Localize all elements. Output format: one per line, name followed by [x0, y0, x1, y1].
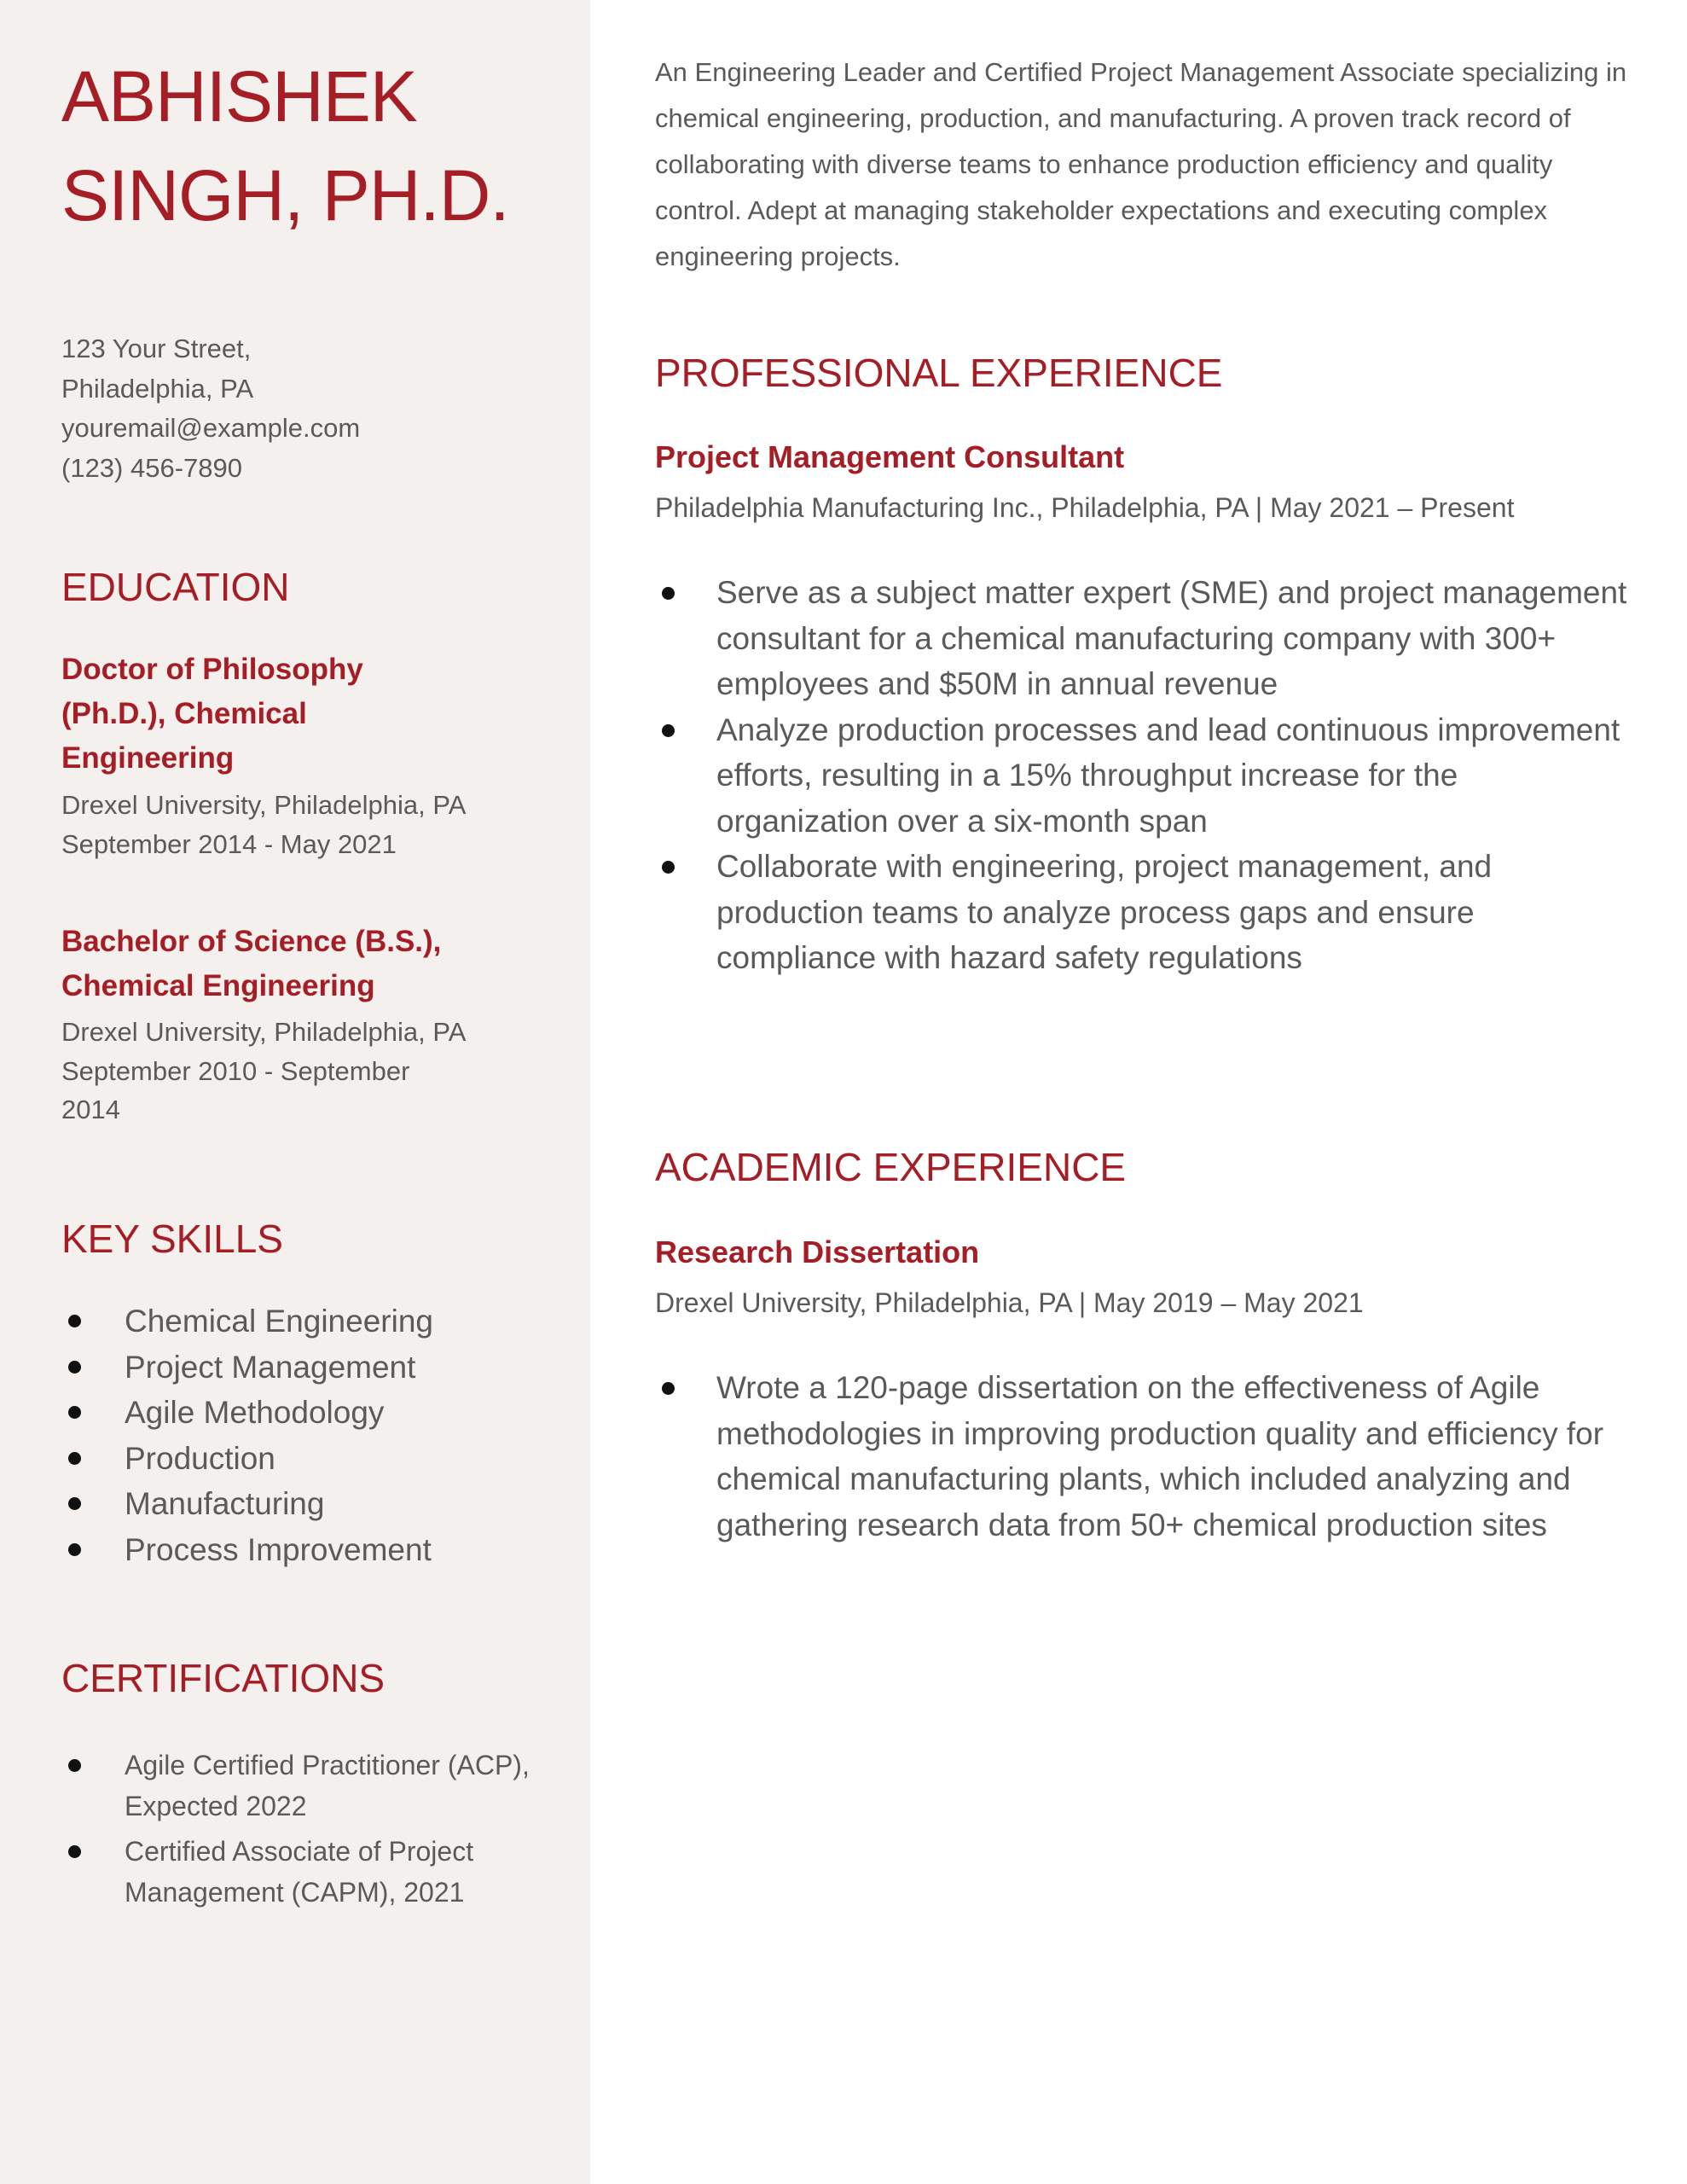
list-item: Production	[61, 1436, 433, 1482]
research-title: Research Dissertation	[655, 1234, 980, 1269]
school: Drexel University, Philadelphia, PA	[61, 790, 467, 820]
phone: (123) 456-7890	[61, 452, 242, 483]
list-item: Project Management	[61, 1345, 433, 1391]
list-item: Manufacturing	[61, 1481, 433, 1527]
dates: September 2010 - September 2014	[61, 1055, 410, 1124]
list-item: Chemical Engineering	[61, 1298, 433, 1345]
education-heading: EDUCATION	[61, 565, 290, 609]
dates: September 2014 - May 2021	[61, 828, 397, 859]
email: youremail@example.com	[61, 413, 361, 443]
research-meta: Drexel University, Philadelphia, PA | May 2019 – May 2021	[655, 1287, 1364, 1318]
city: Philadelphia, PA	[61, 373, 254, 404]
list-item: Collaborate with engineering, project management, and production teams to analyze process gaps and ensure compliance with hazard safety regulations	[655, 844, 1627, 981]
list-item: Agile Certified Practitioner (ACP), Expected 2022	[61, 1745, 539, 1827]
skills-list	[61, 1298, 433, 1573]
certifications-heading: CERTIFICATIONS	[61, 1656, 386, 1700]
certifications-list	[61, 1745, 539, 1918]
school: Drexel University, Philadelphia, PA	[61, 1017, 467, 1047]
list-item: Agile Methodology	[61, 1390, 433, 1436]
job-bullets	[655, 570, 1627, 981]
skills-heading: KEY SKILLS	[61, 1217, 283, 1261]
list-item: Serve as a subject matter expert (SME) and project management consultant for a chemical manufacturing company with 300+ employees and $50M in annual revenue	[655, 570, 1627, 707]
education-item	[61, 648, 539, 863]
education-item	[61, 920, 539, 1130]
street: 123 Your Street,	[61, 334, 252, 363]
degree-title: Bachelor of Science (B.S.), Chemical Engineering	[61, 925, 442, 1002]
degree-title: Doctor of Philosophy (Ph.D.), Chemical Engineering	[61, 653, 363, 775]
professional-heading: PROFESSIONAL EXPERIENCE	[655, 351, 1223, 395]
name-line-1: ABHISHEK	[61, 56, 417, 136]
job-title: Project Management Consultant	[655, 439, 1125, 474]
research-bullets	[655, 1365, 1627, 1548]
name-line-2: SINGH, PH.D.	[61, 155, 509, 235]
summary: An Engineering Leader and Certified Project Management Associate specializing in chemical engineering, production, and manufacturing. A proven track record of collaborating with diverse teams to enhance production efficiency and quality control. Adept at managing stakeholder expectations and executing complex engineering projects.	[655, 57, 1627, 271]
academic-heading: ACADEMIC EXPERIENCE	[655, 1145, 1127, 1189]
job-meta: Philadelphia Manufacturing Inc., Philadelphia, PA | May 2021 – Present	[655, 492, 1515, 523]
list-item: Certified Associate of Project Management (CAPM), 2021	[61, 1832, 539, 1913]
list-item: Analyze production processes and lead continuous improvement efforts, resulting in a 15% throughput increase for the organization over a six-month span	[655, 707, 1627, 845]
contact-info	[61, 329, 360, 488]
list-item: Wrote a 120-page dissertation on the effectiveness of Agile methodologies in improving production quality and efficiency for chemical manufacturing plants, which included analyzing and gathering research data from 50+ chemical production sites	[655, 1365, 1627, 1548]
candidate-name	[61, 47, 509, 245]
list-item: Process Improvement	[61, 1527, 433, 1573]
